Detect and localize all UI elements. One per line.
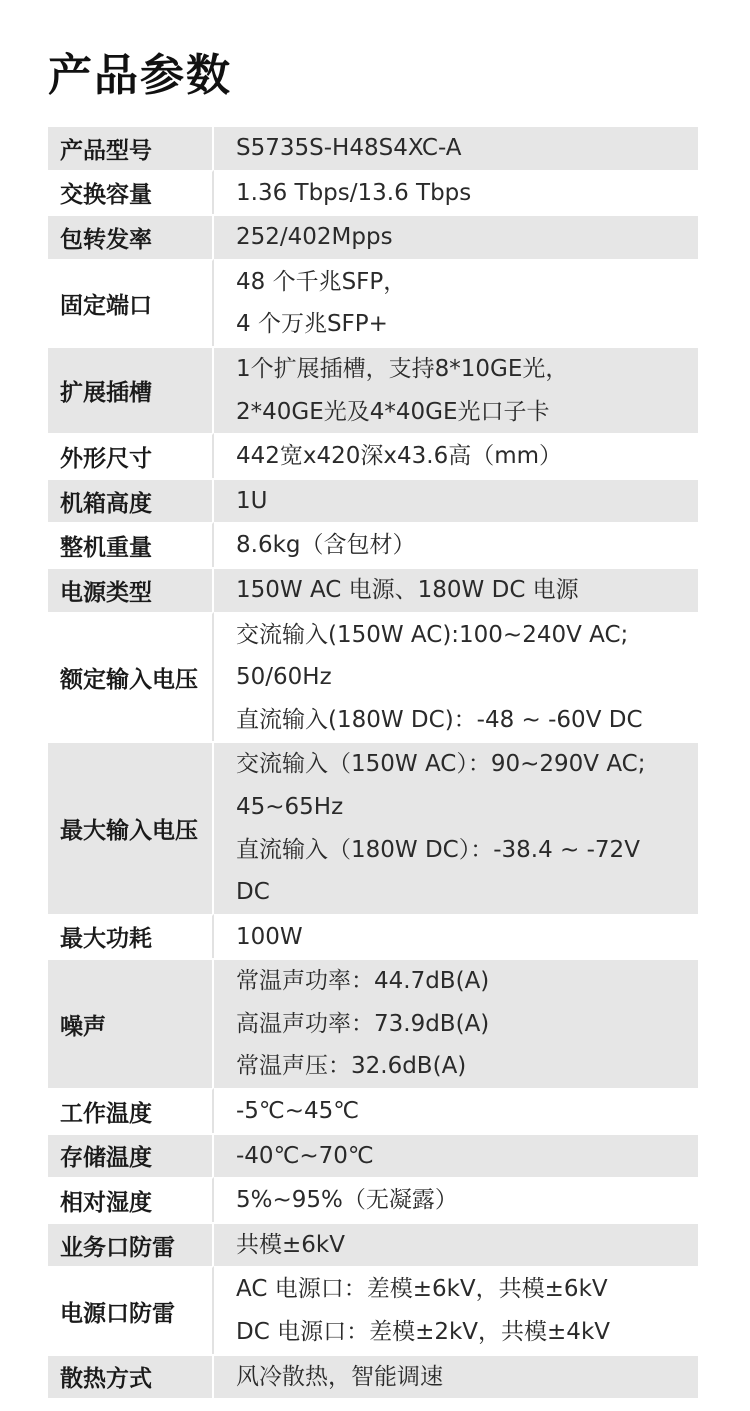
spec-label: 额定输入电压 [48, 612, 214, 742]
spec-label: 外形尺寸 [48, 433, 214, 478]
spec-row [48, 433, 698, 478]
spec-label: 扩展插槽 [48, 346, 214, 433]
spec-value [214, 214, 698, 259]
spec-value [214, 1354, 698, 1399]
spec-label: 固定端口 [48, 259, 214, 346]
spec-row [48, 1222, 698, 1267]
spec-value [214, 170, 698, 215]
spec-row [48, 1088, 698, 1133]
spec-label: 产品型号 [48, 127, 214, 170]
spec-value-line: 交流输入(150W AC):100~240V AC; [236, 621, 629, 648]
spec-value-line: 常温声压：32.6dB(A) [236, 1053, 467, 1080]
spec-value [214, 1177, 698, 1222]
spec-label: 存储温度 [48, 1133, 214, 1178]
spec-value-line: DC [236, 879, 270, 906]
spec-label: 机箱高度 [48, 478, 214, 523]
spec-value [214, 433, 698, 478]
spec-row [48, 1354, 698, 1399]
spec-value-line: 直流输入(180W DC)：-48 ~ -60V DC [236, 706, 643, 733]
spec-row [48, 1133, 698, 1178]
spec-label: 最大功耗 [48, 914, 214, 959]
spec-value-line: 8.6kg（含包材） [236, 532, 416, 559]
spec-row [48, 127, 698, 170]
spec-value-line: 交流输入（150W AC）：90~290V AC; [236, 751, 646, 778]
spec-value [214, 1266, 698, 1353]
spec-row [48, 1177, 698, 1222]
spec-table [48, 127, 698, 1398]
spec-value-line: 高温声功率：73.9dB(A) [236, 1010, 490, 1037]
spec-value-line: -40℃~70℃ [236, 1142, 374, 1169]
spec-label: 整机重量 [48, 522, 214, 567]
spec-row [48, 346, 698, 433]
spec-value-line: 1个扩展插槽，支持8*10GE光， [236, 355, 569, 382]
spec-value [214, 567, 698, 612]
spec-label: 散热方式 [48, 1354, 214, 1399]
spec-value-line: 5%~95%（无凝露） [236, 1187, 458, 1214]
spec-value-line: 常温声功率：44.7dB(A) [236, 968, 490, 995]
spec-value-line: 1.36 Tbps/13.6 Tbps [236, 179, 472, 206]
spec-value-line: AC 电源口：差模±6kV，共模±6kV [236, 1276, 608, 1303]
spec-value [214, 1222, 698, 1267]
spec-value [214, 958, 698, 1088]
spec-label: 业务口防雷 [48, 1222, 214, 1267]
spec-value-line: 1U [236, 487, 268, 514]
spec-value [214, 1133, 698, 1178]
spec-label: 电源口防雷 [48, 1266, 214, 1353]
spec-row [48, 612, 698, 742]
spec-value [214, 259, 698, 346]
spec-value [214, 612, 698, 742]
spec-value-line: 150W AC 电源、180W DC 电源 [236, 576, 579, 603]
spec-value-line: -5℃~45℃ [236, 1098, 360, 1125]
spec-row [48, 914, 698, 959]
spec-row [48, 259, 698, 346]
spec-value-line: 共模±6kV [236, 1231, 345, 1258]
spec-value-line: 4 个万兆SFP+ [236, 311, 388, 338]
spec-label: 工作温度 [48, 1088, 214, 1133]
spec-label: 最大输入电压 [48, 741, 214, 913]
spec-label: 相对湿度 [48, 1177, 214, 1222]
spec-value [214, 346, 698, 433]
spec-label: 包转发率 [48, 214, 214, 259]
spec-value-line: 48 个千兆SFP， [236, 268, 407, 295]
spec-value [214, 1088, 698, 1133]
spec-row [48, 214, 698, 259]
spec-value [214, 741, 698, 913]
spec-value-line: S5735S-H48S4XC-A [236, 135, 462, 161]
spec-value [214, 914, 698, 959]
spec-value-line: 45~65Hz [236, 793, 344, 820]
spec-value-line: DC 电源口：差模±2kV，共模±4kV [236, 1319, 610, 1346]
spec-row [48, 478, 698, 523]
spec-row [48, 170, 698, 215]
spec-value-line: 442宽x420深x43.6高（mm） [236, 443, 563, 470]
spec-label: 电源类型 [48, 567, 214, 612]
spec-value-line: 直流输入（180W DC）：-38.4 ~ -72V [236, 836, 640, 863]
spec-value-line: 50/60Hz [236, 664, 332, 691]
spec-row [48, 1266, 698, 1353]
spec-row [48, 741, 698, 913]
spec-row [48, 567, 698, 612]
spec-value-line: 风冷散热，智能调速 [236, 1363, 443, 1390]
page-title: 产品参数 [48, 50, 232, 101]
spec-value-line: 252/402Mpps [236, 224, 393, 251]
spec-value [214, 522, 698, 567]
spec-row [48, 958, 698, 1088]
spec-label: 交换容量 [48, 170, 214, 215]
spec-label: 噪声 [48, 958, 214, 1088]
spec-value-line: 2*40GE光及4*40GE光口子卡 [236, 398, 550, 425]
spec-value-line: 100W [236, 923, 303, 950]
spec-value [214, 478, 698, 523]
spec-value [214, 127, 698, 170]
spec-row [48, 522, 698, 567]
